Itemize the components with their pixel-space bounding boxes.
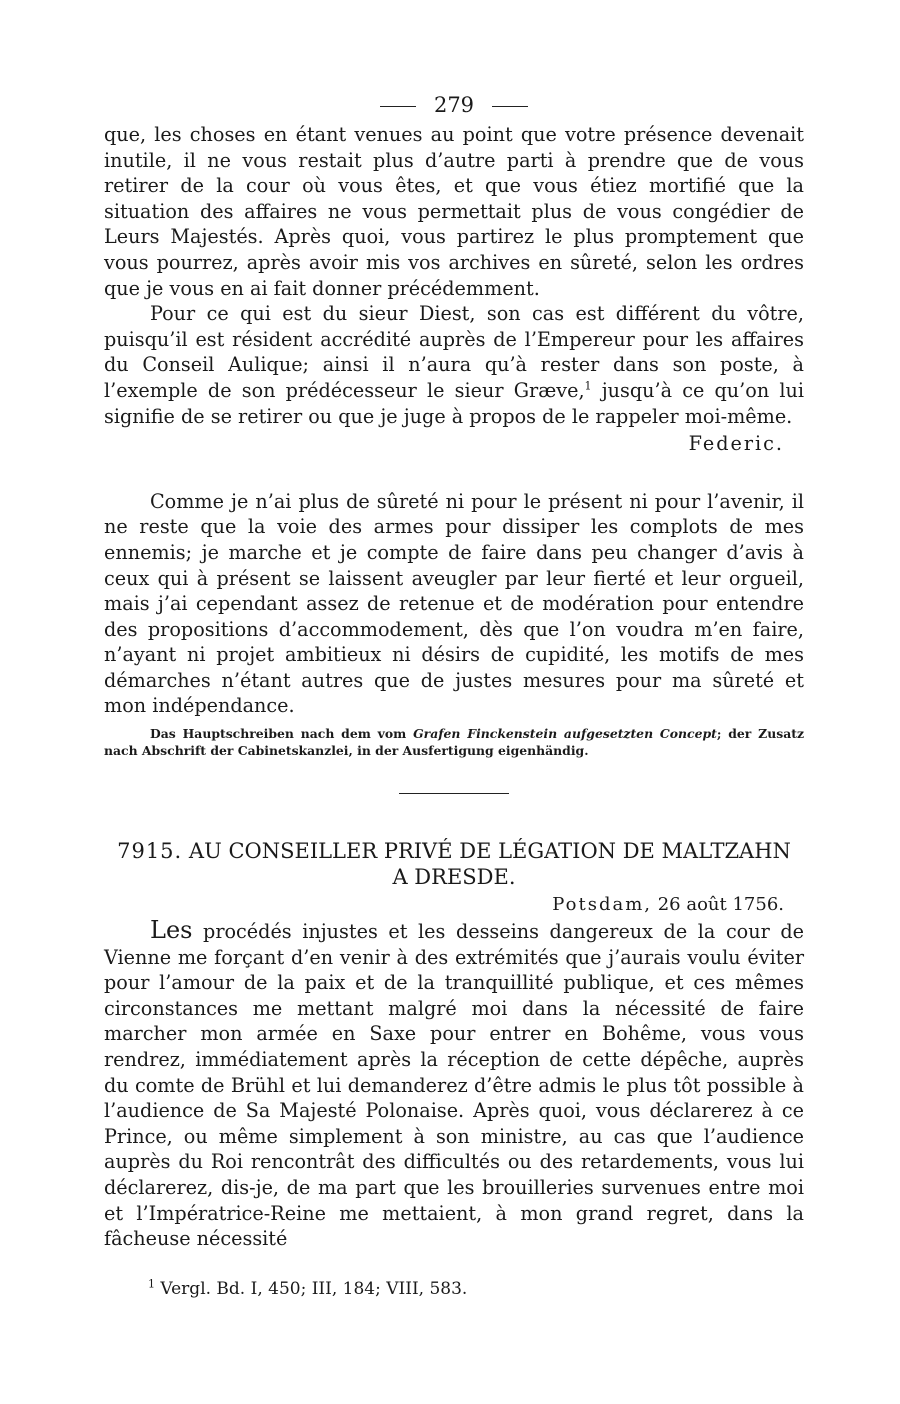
date: 26 août 1756. bbox=[657, 894, 784, 916]
footnote-mark: 1 bbox=[148, 1277, 155, 1291]
place: Potsdam, bbox=[552, 894, 652, 916]
document-page bbox=[104, 88, 804, 1300]
footnote-text: Vergl. Bd. I, 450; III, 184; VIII, 583. bbox=[155, 1278, 468, 1299]
postscript: Comme je n’ai plus de sûreté ni pour le présent ni pour l’avenir, il ne reste que la voie des armes pour dissiper les complots de mes ennemis; je marche et je compte de faire dans peu changer d’avis à ceux qui à présent se laissent aveugler par leur fierté et leur orgueil, mais j’ai cependant assez de retenue et de modération pour entendre des propositions d’accommodement, dès que l’on voudra m’en faire, n’ayant ni projet ambitieux ni désirs de cupidité, les motifs de mes démarches n’étant autres que de justes mesures pour ma sûreté et mon indépendance. bbox=[104, 489, 804, 718]
source-note-c: ; der Zusatz nach Abschrift der Cabinetskanzlei, in der Ausfertigung eigenhändig. bbox=[104, 726, 804, 759]
dash-left bbox=[380, 106, 416, 107]
letter1-paragraph-2 bbox=[104, 301, 804, 429]
section-divider bbox=[399, 793, 509, 794]
dateline bbox=[104, 892, 804, 918]
source-note-a: Das Hauptschreiben nach dem vom bbox=[150, 726, 407, 742]
signature: Federic. bbox=[688, 432, 784, 456]
initial-word: Les bbox=[150, 916, 193, 945]
source-note-b: Grafen Finckenstein aufgesetzten Concept bbox=[413, 726, 717, 742]
footnote bbox=[104, 1278, 804, 1300]
letter-title-line2: A DRESDE. bbox=[392, 865, 516, 890]
p2-text-b: jusqu’à ce qu’on lui signifie de se retirer ou que je juge à propos de le rappeler moi-même. bbox=[104, 378, 804, 428]
letter1-paragraph-1: que, les choses en étant venues au point que votre présence devenait inutile, il ne vous restait plus d’autre parti à prendre que de vous retirer de la cour où vous êtes, et que vous étiez mortifié que la situation des affaires ne vous permettait plus de vous congédier de Leurs Majestés. Après quoi, vous partirez le plus promptement que vous pourrez, après avoir mis vos archives en sûreté, selon les ordres que je vous en ai fait donner précédemment. bbox=[104, 123, 804, 300]
letter2-heading bbox=[104, 838, 804, 890]
letter2-body bbox=[104, 918, 804, 1252]
letter-title-line1: AU CONSEILLER PRIVÉ DE LÉGATION DE MALTZAHN bbox=[188, 839, 791, 864]
page-number-line bbox=[104, 88, 804, 122]
footnote-ref: 1 bbox=[584, 379, 592, 393]
letter2-body-text: procédés injustes et les desseins dangereux de la cour de Vienne me forçant d’en venir à des extrémités que j’aurais voulu éviter pour l’amour de la paix et de la tranquillité publique, et ces mêmes circonstances me mettant malgré moi dans la nécessité de faire marcher mon armée en Saxe pour entrer en Bohême, vous vous rendrez, immédiatement après la réception de cette dépêche, auprès du comte de Brühl et lui demanderez d’être admis le plus tôt possible à l’audience de Sa Majesté Polonaise. Après quoi, vous déclarerez à ce Prince, ou même simplement à son ministre, au cas que l’audience auprès du Roi rencontrât des difficultés ou des retardements, vous lui déclarerez, dis-je, de ma part que les brouilleries survenues entre moi et l’Impératrice-Reine me mettaient, à mon grand regret, dans la fâcheuse nécessité bbox=[104, 920, 804, 1251]
p2-text-a: Pour ce qui est du sieur Diest, son cas est différent du vôtre, puisqu’il est résident accrédité auprès de l’Empereur pour les affaires du Conseil Aulique; ainsi il n’aura qu’à rester dans son poste, à l’exemple de son prédécesseur le sieur Græve, bbox=[104, 302, 804, 402]
letter-number: 7915. bbox=[117, 839, 183, 864]
dash-right bbox=[492, 106, 528, 107]
page-number: 279 bbox=[433, 93, 475, 117]
source-note bbox=[104, 725, 804, 759]
